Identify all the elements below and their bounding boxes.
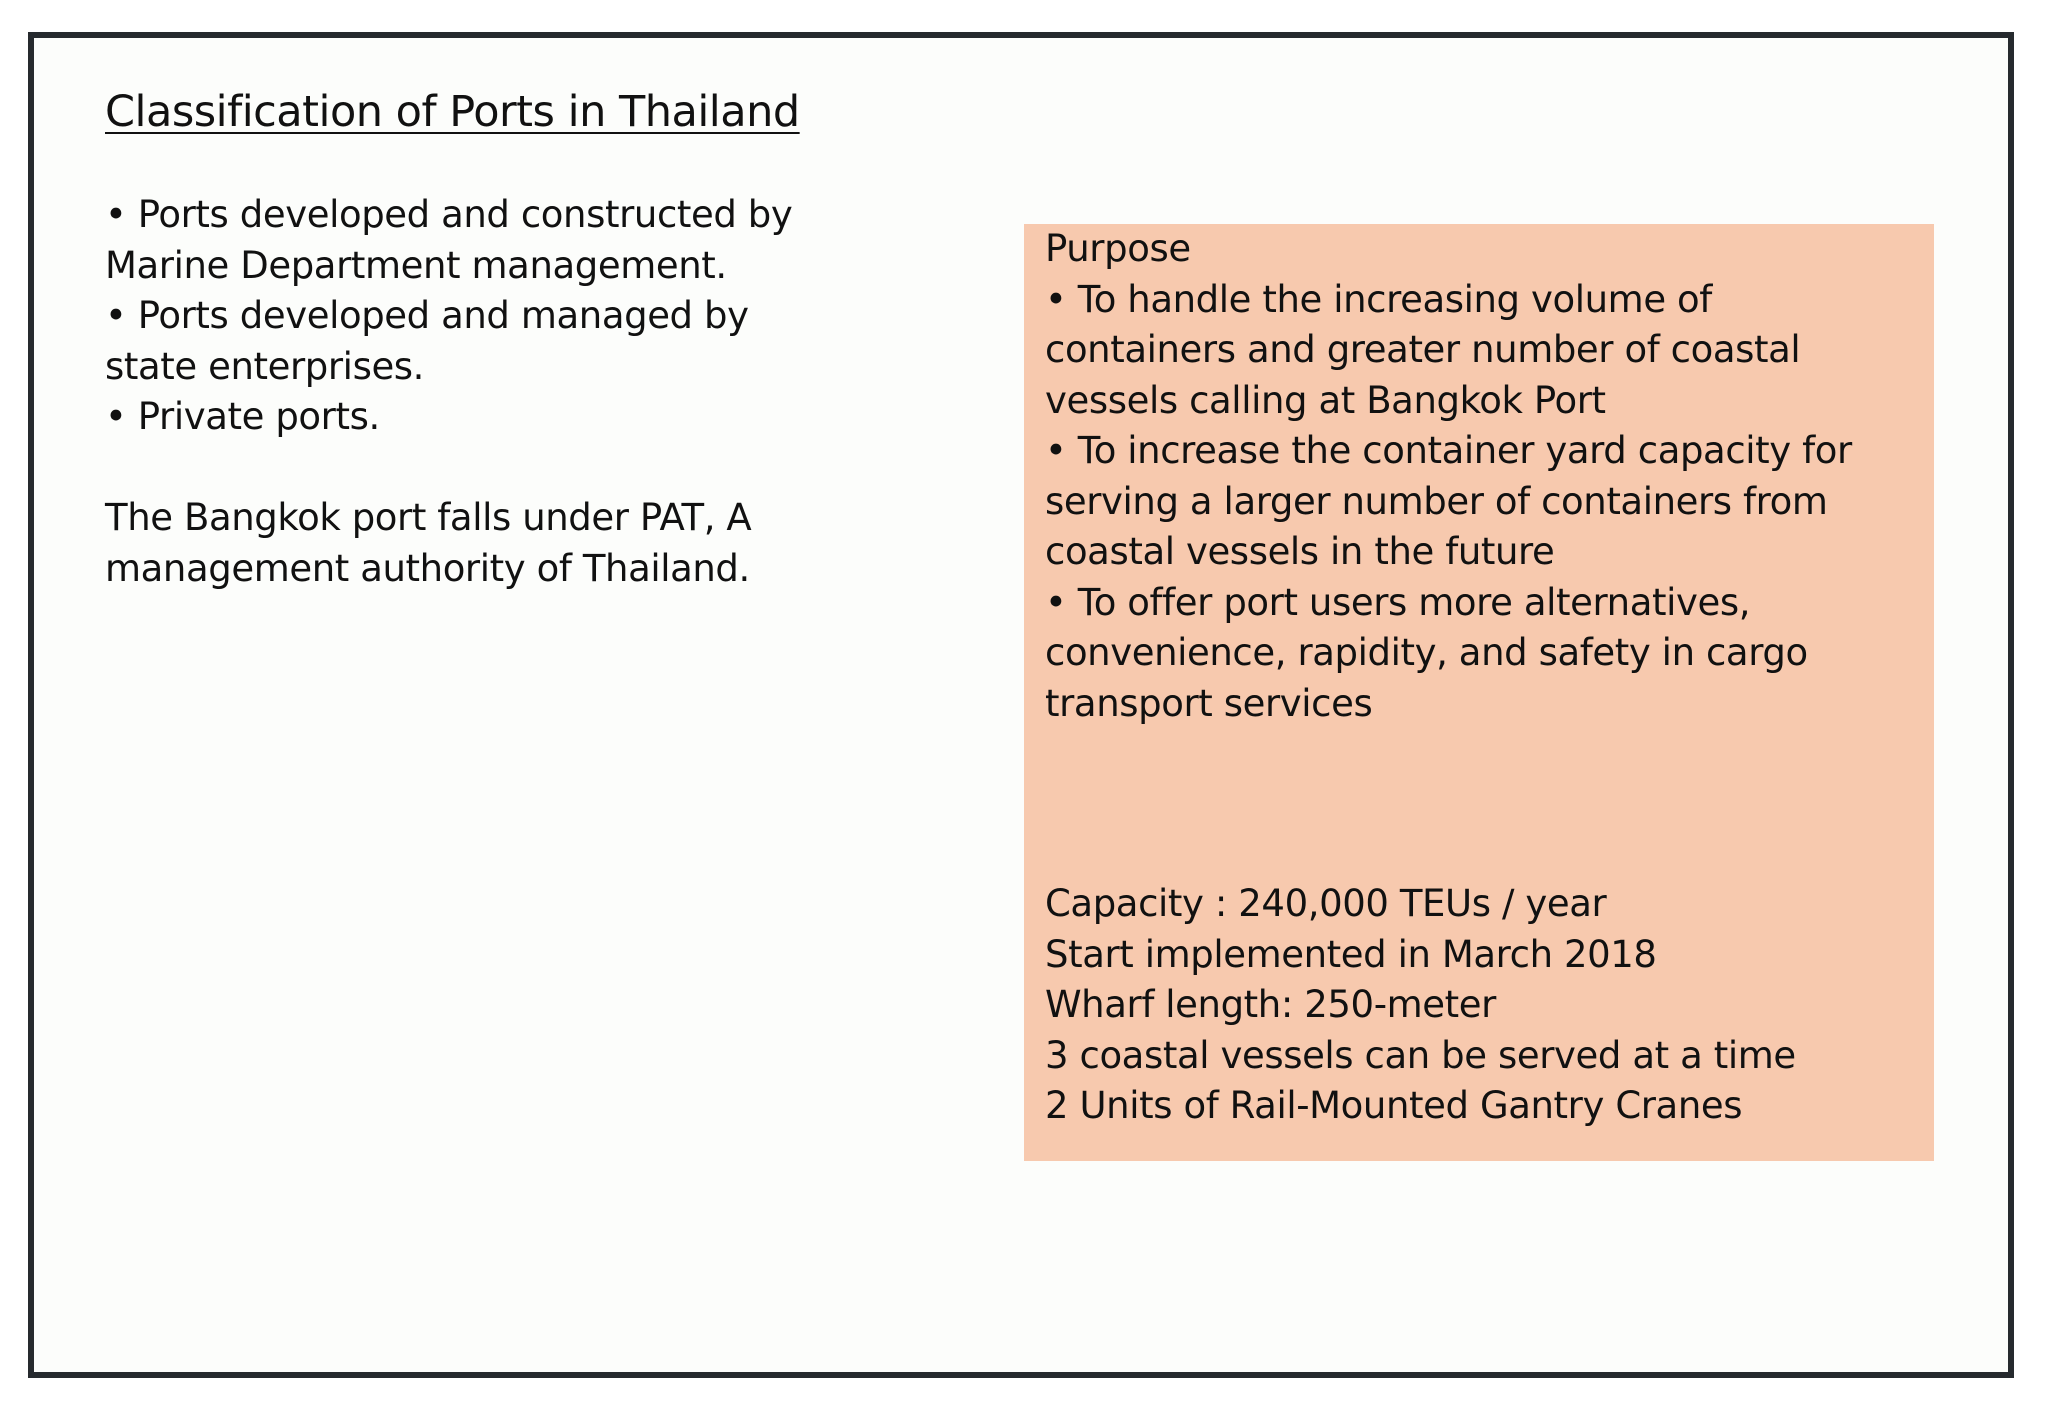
list-item: state enterprises.: [105, 344, 425, 388]
purpose-line: • To handle the increasing volume of: [1045, 277, 1712, 321]
purpose-box: [1024, 224, 1934, 1161]
list-item: • Ports developed and constructed by: [105, 193, 793, 236]
bangkok-port-note: management authority of Thailand.: [105, 546, 750, 590]
list-item: • Private ports.: [105, 395, 380, 438]
purpose-line: • To offer port users more alternatives,: [1045, 580, 1751, 624]
spec-vessels: 3 coastal vessels can be served at a time: [1045, 1033, 1796, 1077]
purpose-text: [1045, 224, 1925, 729]
spec-start-date: Start implemented in March 2018: [1045, 932, 1657, 976]
purpose-line: containers and greater number of coastal: [1045, 328, 1801, 371]
spec-cranes: 2 Units of Rail-Mounted Gantry Cranes: [1045, 1084, 1743, 1127]
purpose-line: vessels calling at Bangkok Port: [1045, 378, 1606, 422]
purpose-line: coastal vessels in the future: [1045, 530, 1555, 573]
purpose-line: transport services: [1045, 681, 1373, 725]
list-item: Marine Department management.: [105, 243, 727, 287]
slide-frame: [28, 32, 2014, 1378]
paragraph-spacer: [105, 443, 865, 494]
purpose-line: convenience, rapidity, and safety in cargo: [1045, 631, 1808, 674]
bangkok-port-note: The Bangkok port falls under PAT, A: [105, 496, 752, 539]
port-specs: [1045, 879, 1925, 1132]
purpose-heading: Purpose: [1045, 227, 1191, 270]
purpose-line: serving a larger number of containers from: [1045, 479, 1828, 523]
spec-capacity: Capacity : 240,000 TEUs / year: [1045, 882, 1607, 925]
purpose-line: • To increase the container yard capacity for: [1045, 429, 1852, 472]
page-title: Classification of Ports in Thailand: [105, 87, 800, 137]
port-classification-list: [105, 190, 865, 594]
list-item: • Ports developed and managed by: [105, 294, 749, 337]
spec-wharf-length: Wharf length: 250-meter: [1045, 983, 1496, 1026]
